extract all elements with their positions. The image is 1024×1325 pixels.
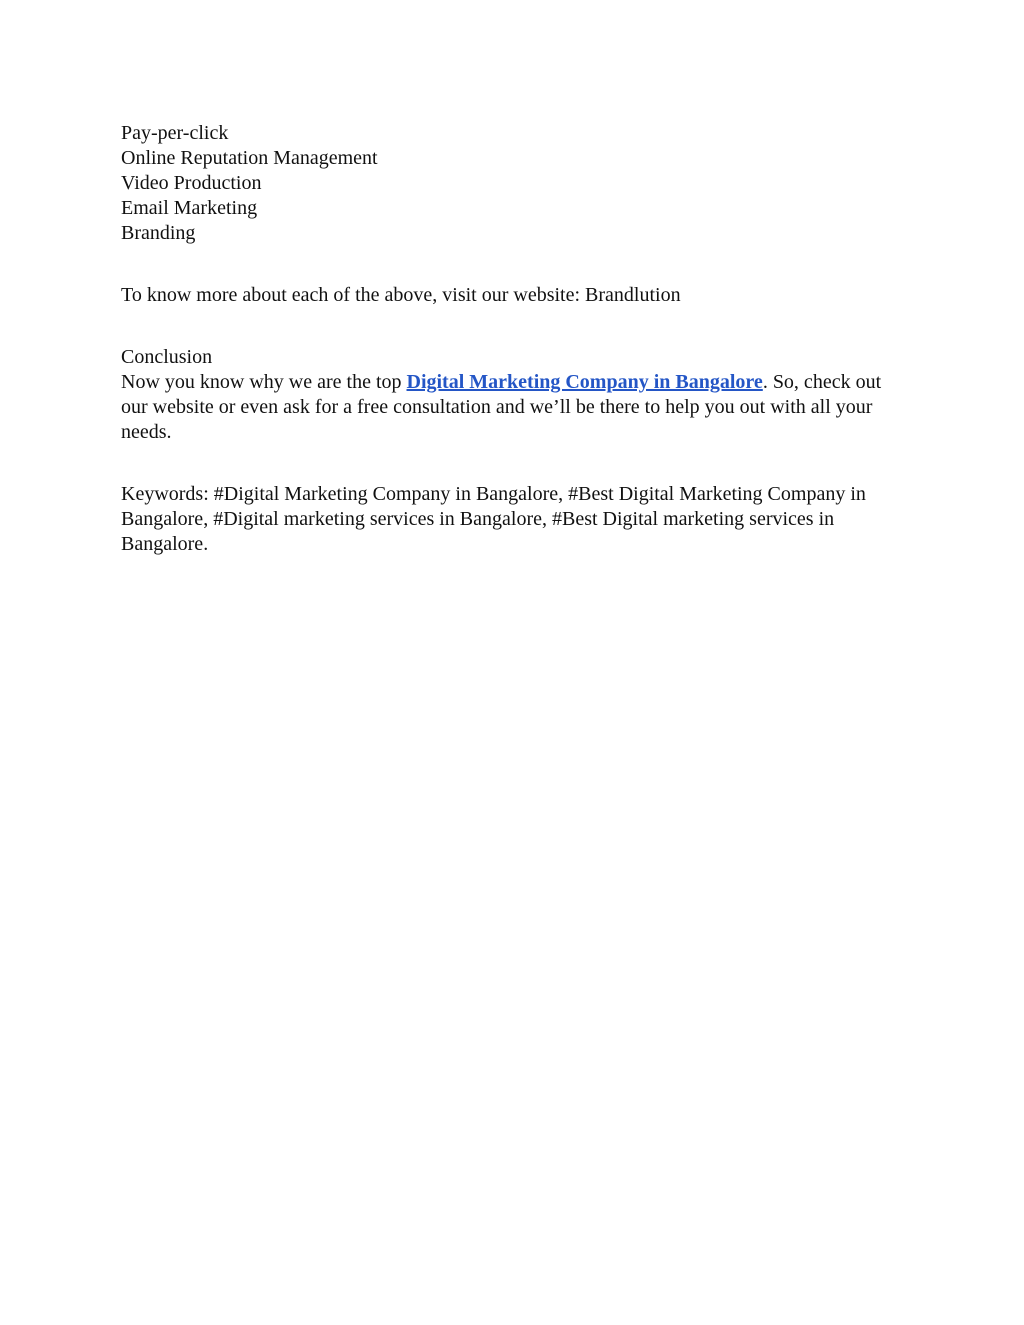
conclusion-section — [121, 345, 901, 445]
digital-marketing-company-link[interactable]: Digital Marketing Company in Bangalore — [406, 371, 763, 393]
service-item-video: Video Production — [121, 172, 262, 194]
keywords-paragraph: Keywords: #Digital Marketing Company in Bangalore, #Best Digital Marketing Company in Bangalore, #Digital marketing services in Bangalore, #Best Digital marketing services in Bangalore. — [121, 483, 866, 555]
service-item-email: Email Marketing — [121, 197, 258, 219]
document-page — [121, 121, 901, 557]
service-item-orm: Online Reputation Management — [121, 147, 378, 169]
service-item-branding: Branding — [121, 222, 196, 244]
conclusion-heading: Conclusion — [121, 346, 213, 368]
conclusion-paragraph — [121, 370, 901, 445]
services-list — [121, 121, 901, 246]
conclusion-text-after: . So, check out our website or even ask for a free consultation and we’ll be there to help you out with all your needs. — [121, 371, 882, 443]
conclusion-text-before: Now you know why we are the top — [121, 371, 407, 393]
visit-website-paragraph: To know more about each of the above, visit our website: Brandlution — [121, 284, 681, 306]
service-item-ppc: Pay-per-click — [121, 122, 229, 144]
